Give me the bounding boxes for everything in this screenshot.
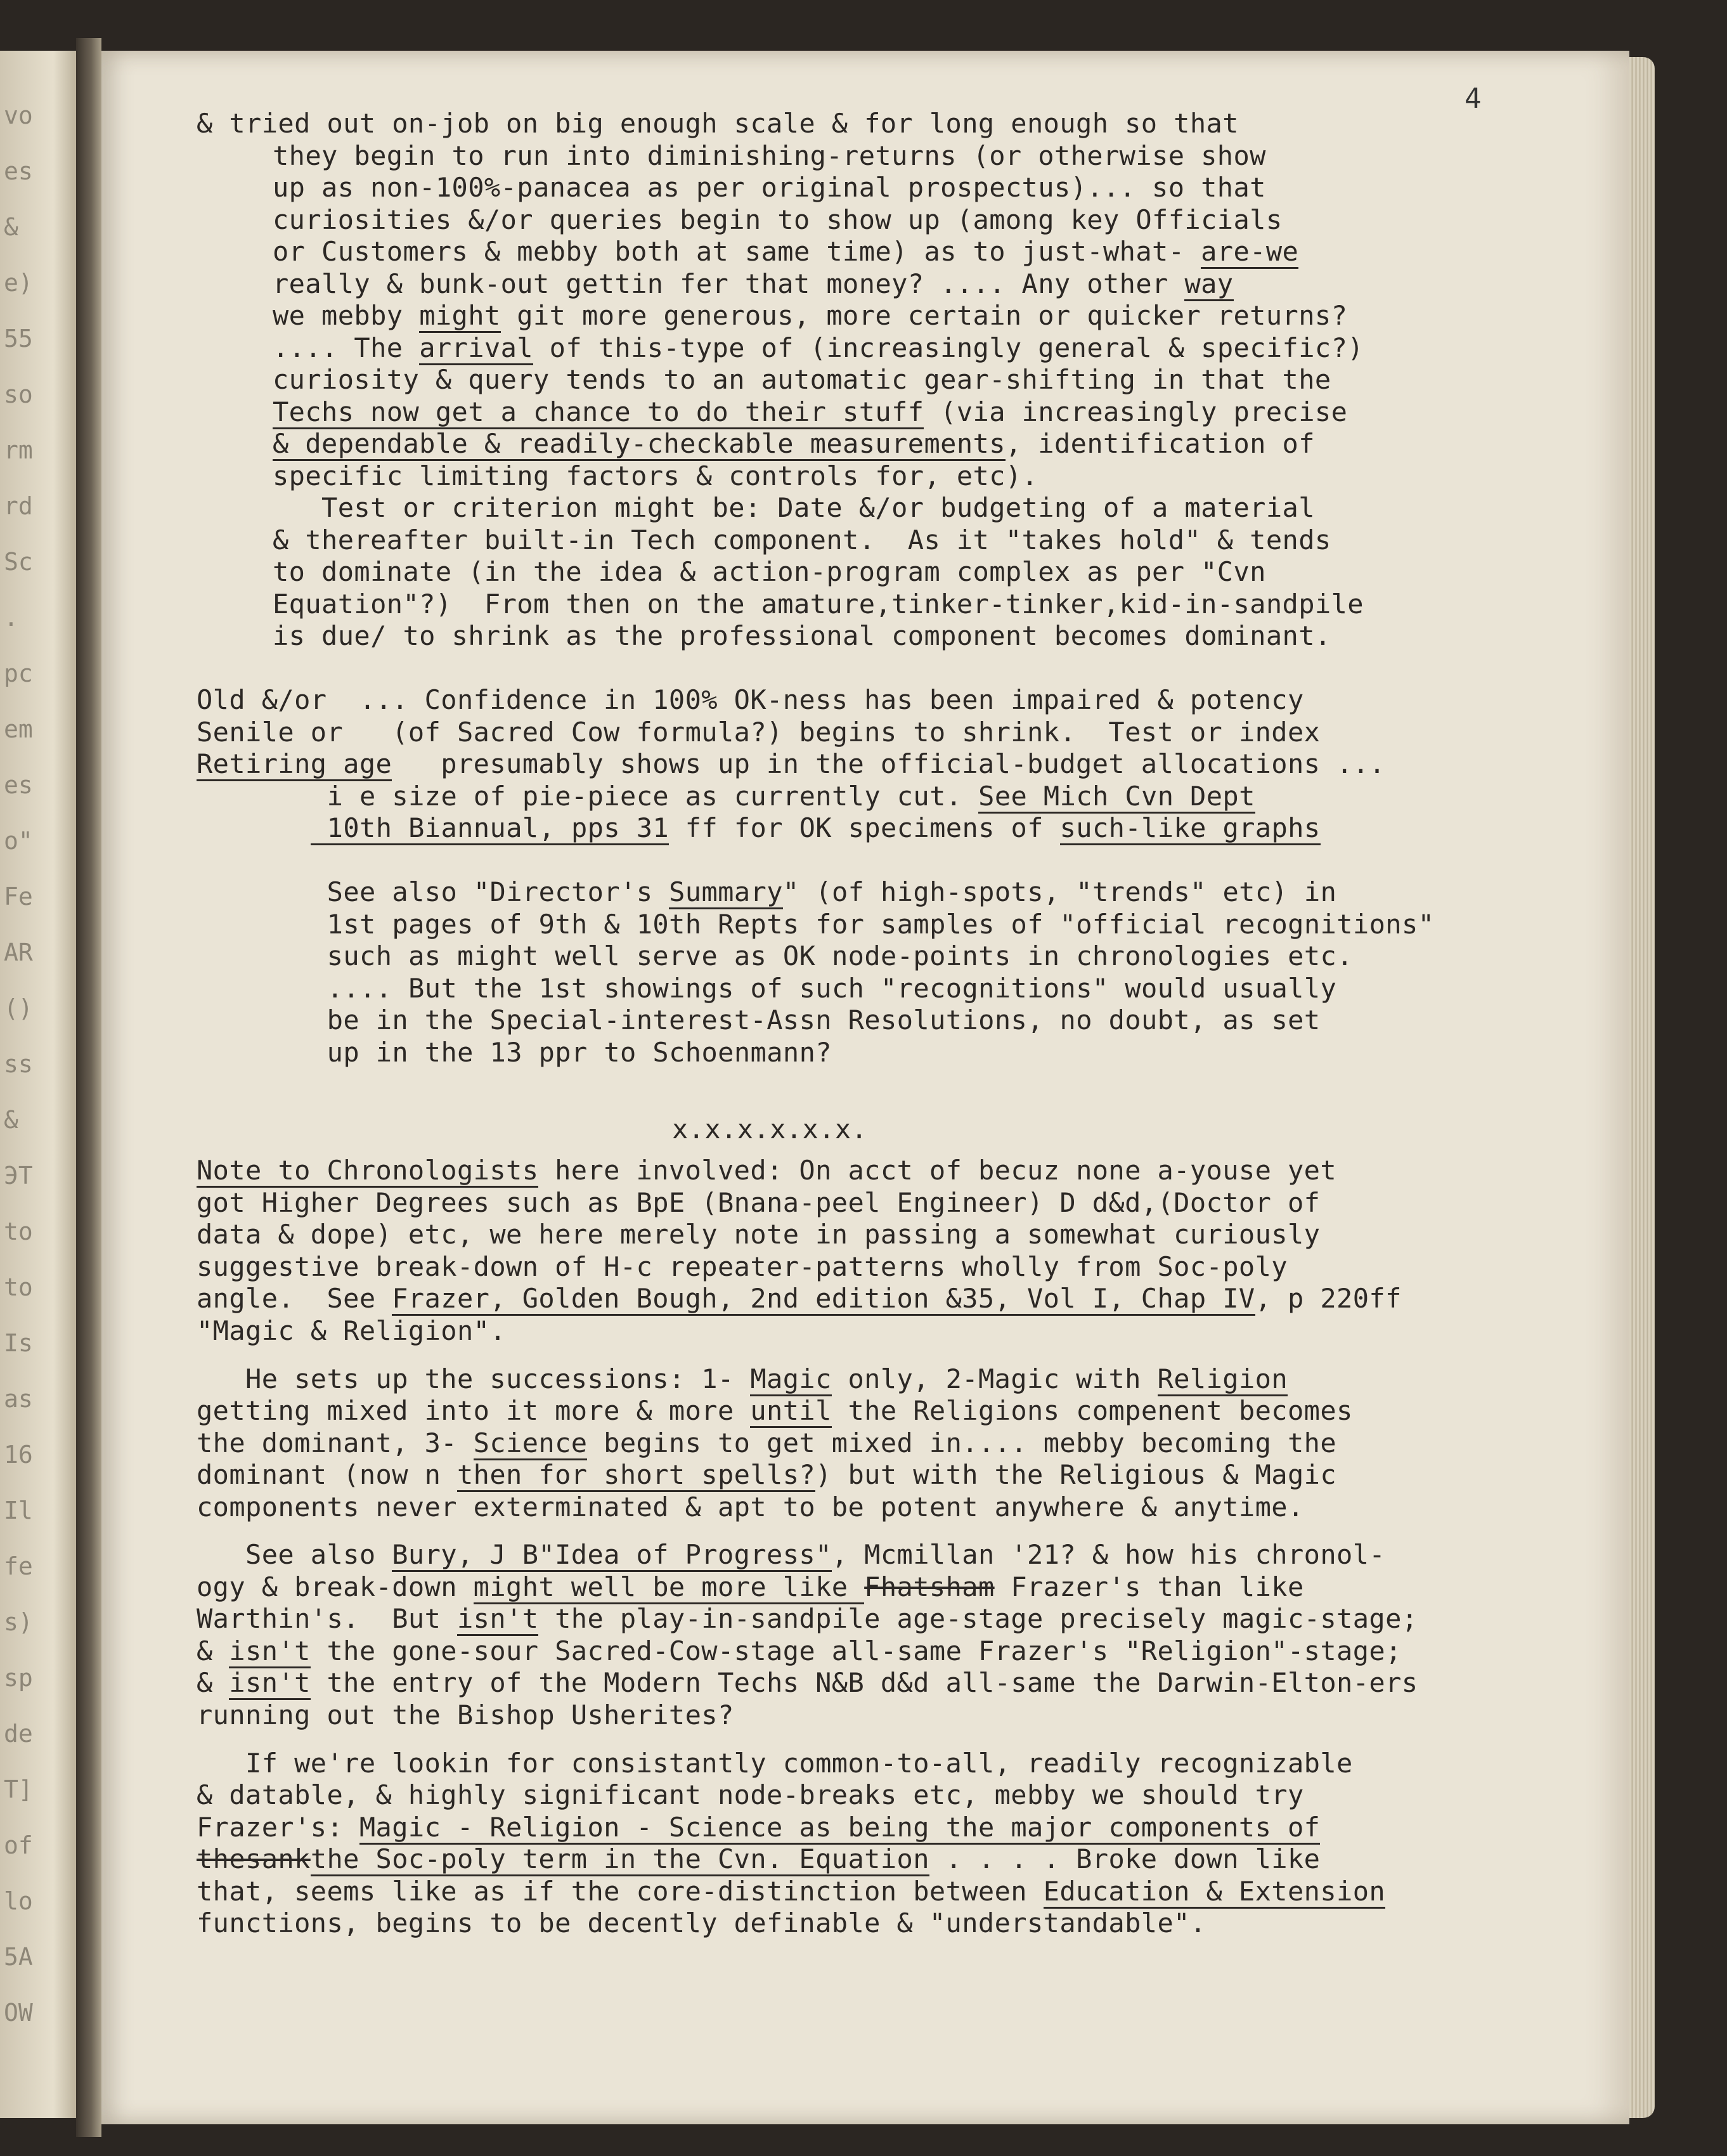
text-line: [197, 1812, 1320, 1843]
text-run: . . . . Broke down like: [929, 1843, 1321, 1875]
text-line: [197, 1283, 1402, 1314]
text-run: the entry of the Modern Techs N&B d&d all-same the Darwin-Elton-ers: [310, 1667, 1418, 1699]
text-run: getting mixed into it more & more: [197, 1395, 751, 1427]
text-line: [273, 172, 1266, 203]
struck-text: thesank: [197, 1843, 311, 1875]
text-run: up as non-100%-panacea as per original prospectus)... so that: [273, 172, 1266, 203]
text-line: [273, 460, 1038, 491]
text-run: See also: [197, 1539, 392, 1571]
underlined-text: are-we: [1201, 236, 1298, 269]
text-run: , identification of: [1005, 428, 1315, 459]
facing-page-fragment: pc: [4, 659, 33, 687]
text-line: [273, 300, 1347, 331]
text-line: [197, 1635, 1402, 1666]
text-run: ) but with the Religious & Magic: [815, 1459, 1337, 1491]
text-run: ff for OK specimens of: [669, 812, 1060, 843]
facing-page-fragment: s): [4, 1608, 33, 1636]
facing-page-fragment: &: [4, 1106, 18, 1134]
book-binding: [76, 38, 101, 2137]
text-line: [197, 1907, 1206, 1938]
facing-page-fragment: 55: [4, 325, 33, 353]
text-run: &: [197, 1635, 230, 1666]
text-run: here involved: On acct of becuz none a-youse yet: [538, 1155, 1337, 1186]
facing-page-fragment: ЭТ: [4, 1162, 33, 1190]
text-line: [311, 1037, 832, 1068]
underlined-text: Magic - Religion - Science as being the major components of: [359, 1812, 1320, 1845]
text-run: See also "Director's: [311, 876, 669, 907]
underlined-text: 10th Biannual, pps 31: [311, 812, 669, 845]
facing-page-fragment: T]: [4, 1776, 33, 1803]
text-line: [273, 428, 1315, 459]
text-line: [197, 1427, 1336, 1458]
facing-page-fragment: of: [4, 1831, 33, 1859]
text-line: [273, 524, 1331, 555]
text-line: [197, 1571, 1304, 1602]
text-run: , p 220ff: [1255, 1283, 1402, 1315]
underlined-text: Science: [474, 1427, 588, 1460]
text-line: [197, 684, 1304, 715]
text-line: [273, 236, 1298, 267]
text-run: curiosity & query tends to an automatic gear-shifting in that the: [273, 364, 1331, 395]
facing-page-fragment: Il: [4, 1497, 33, 1524]
text-line: [197, 1667, 1418, 1698]
facing-page-fragment: fe: [4, 1552, 33, 1580]
facing-page-fragment: sp: [4, 1664, 33, 1692]
text-run: Frazer's:: [197, 1811, 359, 1843]
text-line: [197, 1539, 1385, 1570]
text-line: [273, 332, 1364, 363]
text-line: [197, 1491, 1304, 1523]
text-line: [197, 1843, 1320, 1874]
facing-page-fragment: rd: [4, 492, 33, 520]
text-run: the gone-sour Sacred-Cow-stage all-same Frazer's "Religion"-stage;: [310, 1635, 1402, 1666]
underlined-text: way: [1184, 268, 1233, 301]
text-line: [273, 364, 1331, 395]
underlined-text: Religion: [1158, 1363, 1288, 1396]
text-line: [273, 268, 1234, 299]
text-line: [197, 1251, 1288, 1282]
underlined-text: might well be more like: [474, 1571, 864, 1604]
text-line: [273, 204, 1283, 235]
underlined-text: See Mich Cvn Dept: [978, 781, 1255, 814]
facing-page-fragment: as: [4, 1385, 33, 1413]
text-run: Test or criterion might be: Date &/or budgeting of a material: [273, 492, 1315, 523]
underlined-text: Note to Chronologists: [197, 1155, 538, 1188]
text-line: [273, 620, 1331, 651]
facing-page-fragment: to: [4, 1218, 33, 1245]
text-run: Equation"?) From then on the amature,tinker-tinker,kid-in-sandpile: [273, 588, 1364, 620]
underlined-text: & dependable & readily-checkable measurements: [273, 428, 1006, 461]
text-run: to dominate (in the idea & action-program complex as per "Cvn: [273, 556, 1266, 587]
text-run: running out the Bishop Usherites?: [197, 1699, 734, 1731]
text-line: [197, 1748, 1353, 1779]
text-run: specific limiting factors & controls for, etc).: [273, 460, 1038, 491]
text-line: [197, 1219, 1320, 1250]
page-number: 4: [1465, 82, 1482, 115]
facing-page-fragment: to: [4, 1273, 33, 1301]
text-line: [273, 492, 1315, 523]
text-run: .... The: [273, 332, 420, 363]
text-run: be in the Special-interest-Assn Resolutions, no doubt, as set: [311, 1004, 1321, 1036]
text-line: [311, 876, 1336, 907]
document-page: [101, 51, 1629, 2124]
text-line: [311, 973, 1336, 1004]
text-run: the Religions compenent becomes: [831, 1395, 1353, 1427]
text-run: we mebby: [273, 300, 420, 331]
text-run: begins to get mixed in.... mebby becoming the: [587, 1427, 1337, 1458]
underlined-text: Magic: [750, 1363, 831, 1396]
facing-page-fragment: (): [4, 994, 33, 1022]
page-stack-edge: [1629, 57, 1655, 2118]
facing-page-fragment: Is: [4, 1329, 33, 1357]
text-run: components never exterminated & apt to be potent anywhere & anytime.: [197, 1491, 1304, 1523]
underlined-text: Techs now get a chance to do their stuff: [273, 396, 924, 429]
text-run: up in the 13 ppr to Schoenmann?: [311, 1036, 832, 1068]
facing-page-fragment: ss: [4, 1050, 33, 1078]
text-run: Senile or (of Sacred Cow formula?) begins to shrink. Test or index: [197, 716, 1321, 748]
text-run: angle. See: [197, 1283, 392, 1315]
underlined-text: isn't: [229, 1635, 310, 1668]
text-line: [197, 748, 1385, 779]
text-line: [197, 1187, 1320, 1218]
text-run: & thereafter built-in Tech component. As it "takes hold" & tends: [273, 524, 1331, 555]
facing-page-fragment: 16: [4, 1441, 33, 1469]
text-line: [197, 1363, 1288, 1394]
facing-page-fragment: Sc: [4, 548, 33, 576]
text-run: If we're lookin for consistantly common-to-all, readily recognizable: [197, 1747, 1353, 1779]
text-run: dominant (now n: [197, 1459, 457, 1491]
text-line: [197, 1876, 1385, 1907]
text-run: such as might well serve as OK node-points in chronologies etc.: [311, 940, 1353, 971]
underlined-text: isn't: [229, 1667, 310, 1700]
text-line: [311, 812, 1321, 843]
text-run: x.x.x.x.x.x.: [672, 1113, 868, 1145]
facing-page-fragment: vo: [4, 101, 33, 129]
text-line: [273, 140, 1266, 171]
text-run: & datable, & highly significant node-breaks etc, mebby we should try: [197, 1779, 1304, 1811]
text-run: presumably shows up in the official-budget allocations ...: [392, 748, 1386, 779]
facing-page-fragment: Fe: [4, 883, 33, 911]
underlined-text: the Soc-poly term in the Cvn. Equation: [311, 1843, 929, 1876]
text-line: [197, 1699, 734, 1731]
underlined-text: Education & Extension: [1044, 1876, 1385, 1909]
text-run: only, 2-Magic with: [831, 1363, 1158, 1394]
facing-page-fragment: 5A: [4, 1943, 33, 1971]
text-run: "Magic & Religion".: [197, 1315, 507, 1346]
text-run: git more generous, more certain or quicker returns?: [500, 300, 1348, 331]
text-run: Old &/or ... Confidence in 100% OK-ness has been impaired & potency: [197, 684, 1304, 715]
underlined-text: then for short spells?: [457, 1459, 815, 1492]
text-run: i e size of pie-piece as currently cut.: [311, 780, 979, 812]
text-line: [197, 1395, 1353, 1426]
text-run: , Mcmillan '21? & how his chronol-: [831, 1539, 1386, 1571]
text-run: He sets up the successions: 1-: [197, 1363, 751, 1394]
text-line: [311, 909, 1434, 940]
facing-page-fragment: em: [4, 715, 33, 743]
facing-page-fragment: o": [4, 827, 33, 855]
facing-page-fragment: .: [4, 604, 18, 632]
underlined-text: Bury, J B"Idea of Progress": [392, 1539, 832, 1572]
facing-page-fragment: OW: [4, 1999, 33, 2027]
underlined-text: until: [750, 1395, 831, 1428]
text-run: suggestive break-down of H-c repeater-patterns wholly from Soc-poly: [197, 1250, 1288, 1282]
underlined-text: might: [419, 300, 500, 333]
text-line: [311, 781, 1255, 812]
text-run: " (of high-spots, "trends" etc) in: [782, 876, 1337, 907]
text-line: [197, 1155, 1336, 1186]
text-run: Warthin's. But: [197, 1603, 457, 1635]
underlined-text: Summary: [669, 876, 783, 909]
text-run: &: [197, 1667, 230, 1699]
underlined-text: isn't: [457, 1603, 538, 1636]
text-line: [197, 1315, 506, 1346]
facing-page-fragment: de: [4, 1720, 33, 1748]
text-line: [273, 396, 1347, 427]
underlined-text: Frazer, Golden Bough, 2nd edition &35, Vol I, Chap IV: [392, 1283, 1255, 1316]
facing-page-fragment: so: [4, 380, 33, 408]
facing-page-fragment: &: [4, 213, 18, 241]
text-line: [197, 1459, 1336, 1490]
underlined-text: Retiring age: [197, 748, 392, 781]
underlined-text: such-like graphs: [1060, 812, 1321, 845]
text-run: (via increasingly precise: [924, 396, 1348, 427]
underlined-text: arrival: [419, 332, 533, 365]
text-run: Frazer's than like: [994, 1571, 1304, 1602]
text-run: ogy & break-down: [197, 1571, 474, 1602]
facing-page-edge: [0, 51, 76, 2118]
text-run: that, seems like as if the core-distinction between: [197, 1875, 1044, 1907]
text-run: functions, begins to be decently definable & "understandable".: [197, 1907, 1206, 1939]
text-run: really & bunk-out gettin fer that money? .... Any other: [273, 268, 1185, 299]
text-line: [672, 1114, 867, 1145]
text-line: [197, 108, 1239, 139]
text-run: got Higher Degrees such as BpE (Bnana-peel Engineer) D d&d,(Doctor of: [197, 1186, 1321, 1218]
text-run: or Customers & mebby both at same time) as to just-what-: [273, 236, 1201, 267]
text-run: & tried out on-job on big enough scale & for long enough so that: [197, 108, 1239, 139]
text-line: [273, 588, 1364, 620]
text-line: [273, 556, 1266, 587]
text-line: [311, 940, 1353, 971]
struck-text: Fhatsham: [864, 1571, 995, 1602]
text-run: of this-type of (increasingly general & specific?): [533, 332, 1364, 363]
text-run: data & dope) etc, we here merely note in passing a somewhat curiously: [197, 1219, 1321, 1250]
text-run: 1st pages of 9th & 10th Repts for samples of "official recognitions": [311, 908, 1435, 940]
text-line: [311, 1004, 1321, 1036]
text-run: curiosities &/or queries begin to show up (among key Officials: [273, 204, 1283, 235]
text-run: is due/ to shrink as the professional component becomes dominant.: [273, 620, 1331, 651]
text-line: [197, 1779, 1304, 1810]
facing-page-fragment: rm: [4, 436, 33, 464]
text-run: the play-in-sandpile age-stage precisely magic-stage;: [538, 1603, 1418, 1635]
text-run: .... But the 1st showings of such "recognitions" would usually: [311, 972, 1337, 1004]
facing-page-fragment: e): [4, 269, 33, 297]
text-line: [197, 717, 1320, 748]
text-run: the dominant, 3-: [197, 1427, 474, 1458]
facing-page-fragment: lo: [4, 1887, 33, 1915]
facing-page-fragment: es: [4, 157, 33, 185]
text-line: [197, 1603, 1418, 1634]
facing-page-fragment: es: [4, 771, 33, 799]
facing-page-fragment: AR: [4, 938, 33, 966]
text-run: they begin to run into diminishing-returns (or otherwise show: [273, 140, 1266, 171]
